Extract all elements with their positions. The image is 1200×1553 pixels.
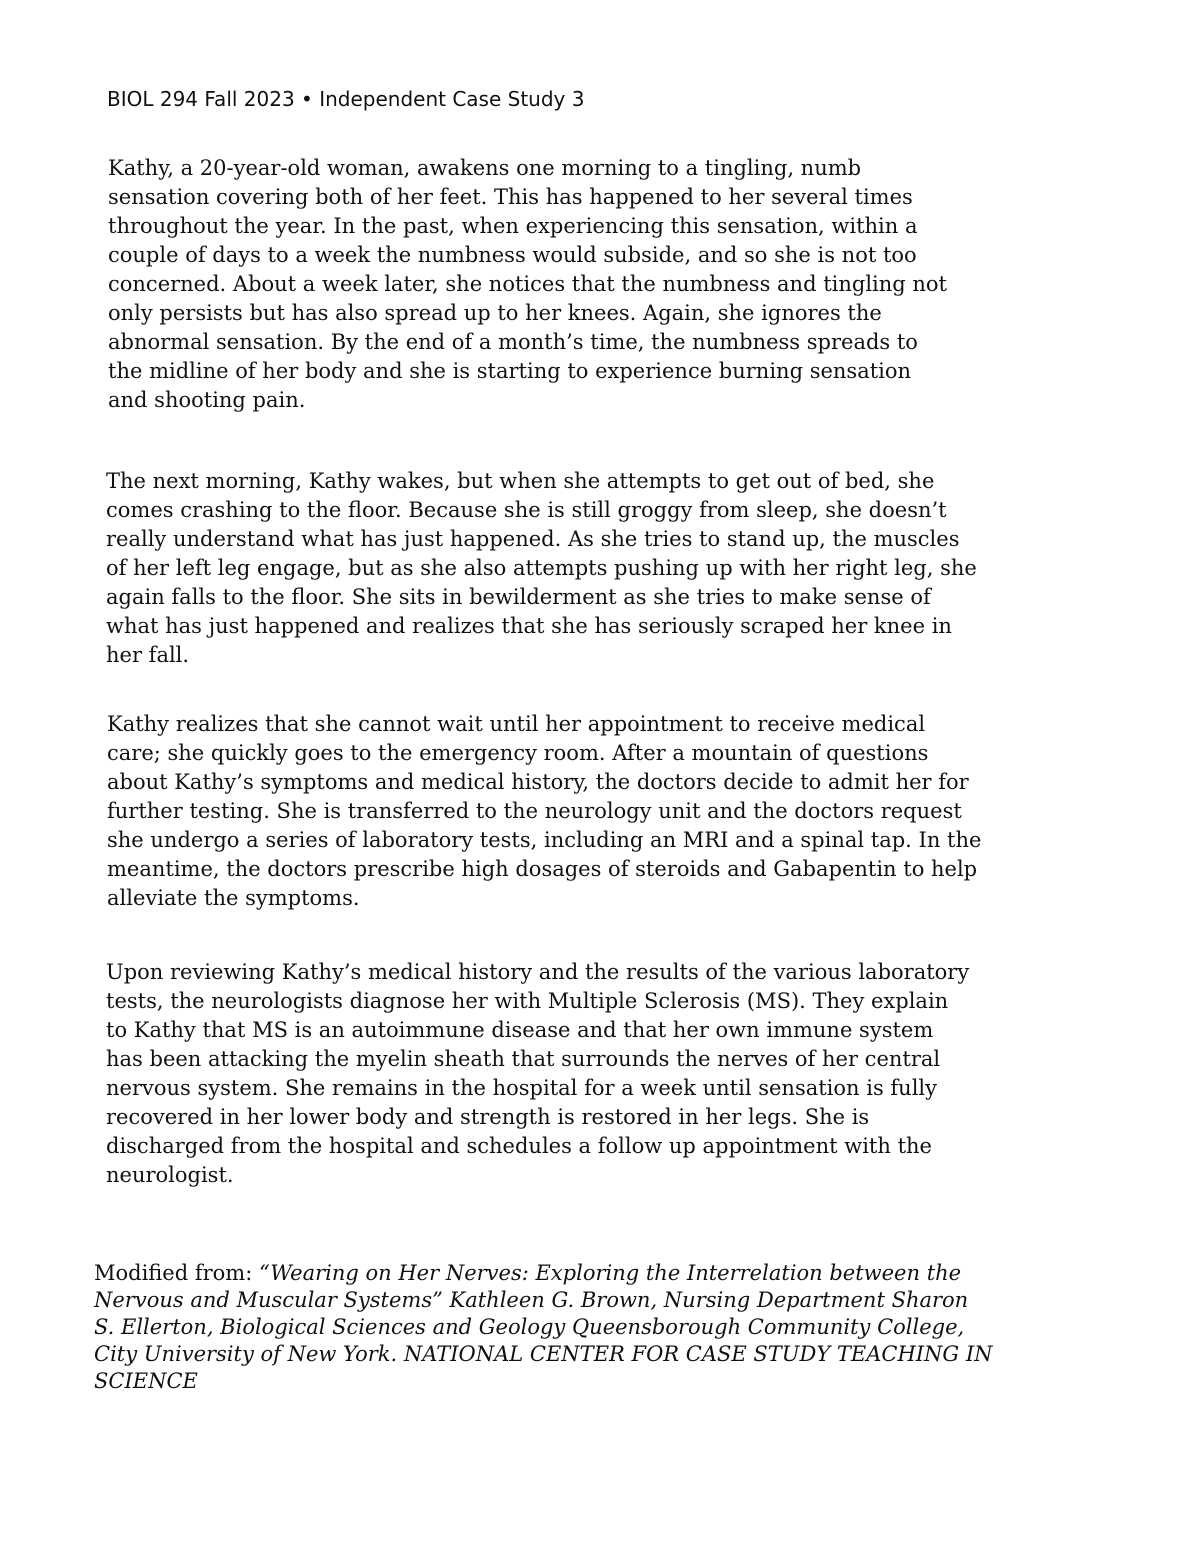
case-paragraph-3: Kathy realizes that she cannot wait until her appointment to receive medical care; she quickly goes to the emergency room. After a mountain of questions about Kathy’s symptoms and medical history, the doctors decide to admit her for further testing. She is transferred to the neurology unit and the doctors request she undergo a series of laboratory tests, including an MRI and a spinal tap. In the meantime, the doctors prescribe high dosages of steroids and Gabapentin to help alleviate the symptoms. (107, 712, 982, 910)
case-paragraph-1: Kathy, a 20-year-old woman, awakens one morning to a tingling, numb sensation covering both of her feet. This has happened to her several times throughout the year. In the past, when experiencing this sensation, within a couple of days to a week the numbness would subside, and so she is not too concerned. About a week later, she notices that the numbness and tingling not only persists but has also spread up to her knees. Again, she ignores the abnormal sensation. By the end of a month’s time, the numbness spreads to the midline of her body and she is starting to experience burning sensation and shooting pain. (108, 156, 947, 412)
case-paragraph-2: The next morning, Kathy wakes, but when she attempts to get out of bed, she comes crashing to the floor. Because she is still groggy from sleep, she doesn’t really understand what has just happened. As she tries to stand up, the muscles of her left leg engage, but as she also attempts pushing up with her right leg, she again falls to the floor. She sits in bewilderment as she tries to make sense of what has just happened and realizes that she has seriously scraped her knee in her fall. (106, 469, 977, 667)
case-paragraph-4: Upon reviewing Kathy’s medical history and the results of the various laboratory tests, the neurologists diagnose her with Multiple Sclerosis (MS). They explain to Kathy that MS is an autoimmune disease and that her own immune system has been attacking the myelin sheath that surrounds the nerves of her central nervous system. She remains in the hospital for a week until sensation is fully recovered in her lower body and strength is restored in her legs. She is discharged from the hospital and schedules a follow up appointment with the neurologist. (106, 960, 970, 1187)
citation-text: “Wearing on Her Nerves: Exploring the Interrelation between the Nervous and Muscular Systems” Kathleen G. Brown, Nursing Department Sharon S. Ellerton, Biological Sciences and Geology Queensborough Community College, City University of New York. NATIONAL CENTER FOR CASE STUDY TEACHING IN SCIENCE (94, 1261, 993, 1393)
citation-lead: Modified from: (94, 1261, 259, 1285)
source-citation (94, 1260, 1124, 1395)
page-header: BIOL 294 Fall 2023 • Independent Case Study 3 (107, 87, 585, 111)
